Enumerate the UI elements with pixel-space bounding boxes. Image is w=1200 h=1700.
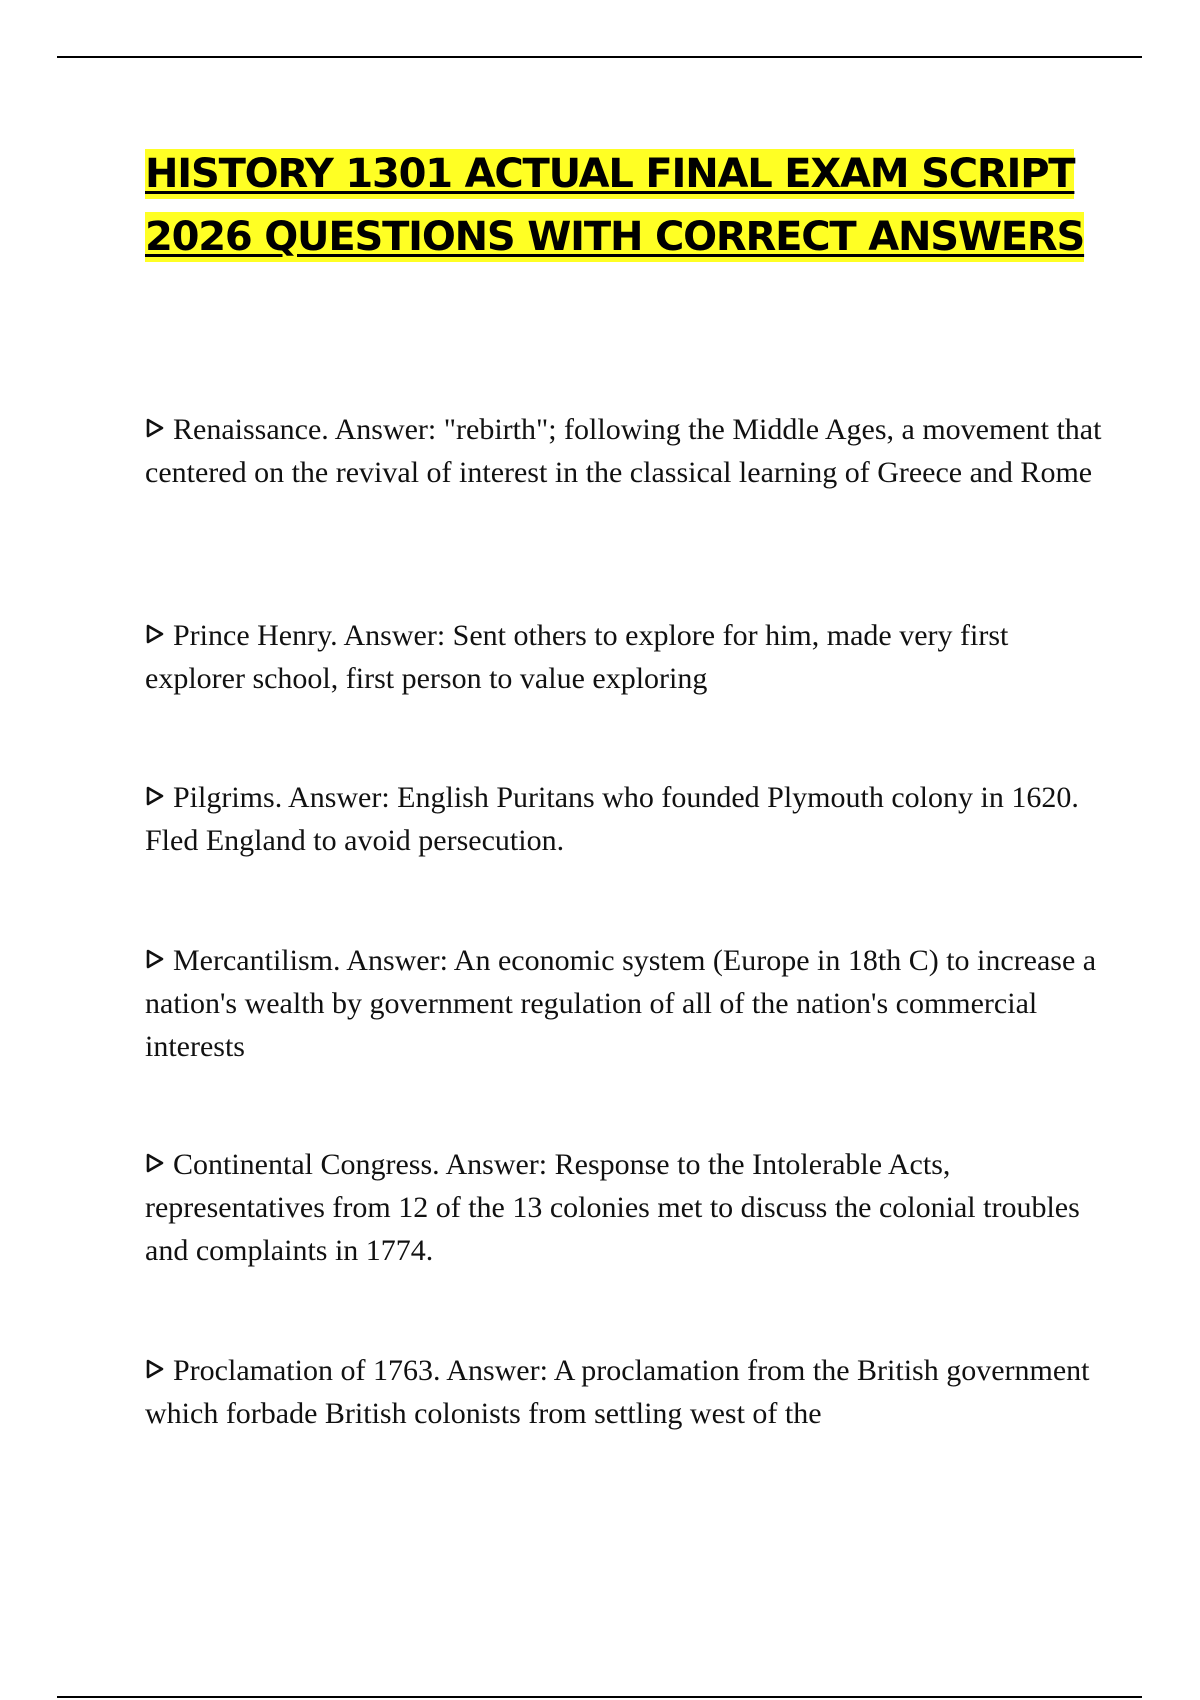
title-highlight: HISTORY 1301 ACTUAL FINAL EXAM SCRIPT 2026 QUESTIONS WITH CORRECT ANSWERS [145, 151, 1085, 260]
qa-item [145, 776, 1105, 862]
top-divider [57, 56, 1142, 58]
qa-item-text: Proclamation of 1763. Answer: A proclamation from the British government which forbade British colonists from settling west of the [145, 1354, 1090, 1430]
triangle-right-outline-icon [145, 623, 167, 645]
triangle-right-outline-icon [145, 1358, 167, 1380]
qa-item-text: Prince Henry. Answer: Sent others to explore for him, made very first explorer school, first person to value exploring [145, 619, 1009, 695]
qa-item [145, 939, 1105, 1068]
qa-item [145, 1349, 1105, 1435]
qa-item [145, 614, 1105, 700]
triangle-right-outline-icon [145, 1152, 167, 1174]
qa-item-text: Pilgrims. Answer: English Puritans who founded Plymouth colony in 1620. Fled England to avoid persecution. [145, 781, 1079, 857]
qa-item-text: Mercantilism. Answer: An economic system (Europe in 18th C) to increase a nation's wealth by government regulation of all of the nation's commercial interests [145, 944, 1097, 1063]
qa-item [145, 1143, 1105, 1272]
triangle-right-outline-icon [145, 785, 167, 807]
triangle-right-outline-icon [145, 948, 167, 970]
qa-item-text: Renaissance. Answer: "rebirth"; following the Middle Ages, a movement that centered on the revival of interest in the classical learning of Greece and Rome [145, 413, 1102, 489]
triangle-right-outline-icon [145, 417, 167, 439]
page-title [145, 143, 1105, 269]
bottom-divider [57, 1696, 1142, 1698]
qa-item [145, 408, 1105, 494]
qa-item-text: Continental Congress. Answer: Response to the Intolerable Acts, representatives from 12 of the 13 colonies met to discuss the colonial troubles and complaints in 1774. [145, 1148, 1080, 1267]
